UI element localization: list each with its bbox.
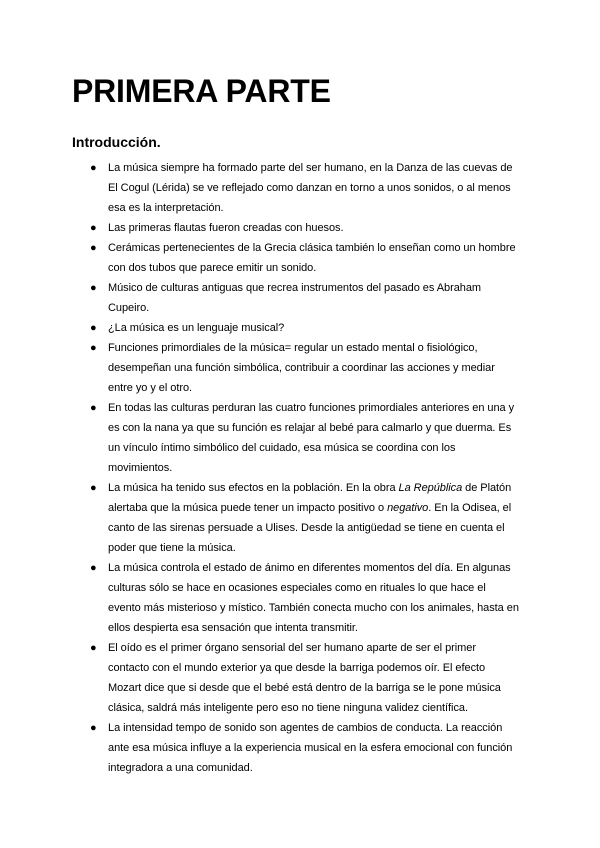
bullet-icon: ● <box>90 342 97 354</box>
item-line: ellos despierta esa sensación que intenta transmitir. <box>108 622 358 634</box>
item-line: contacto con el mundo exterior ya que desde la barriga podemos oír. El efecto <box>108 662 486 674</box>
text-run: de Platón <box>462 482 512 494</box>
item-line: con dos tubos que parece emitir un sonido. <box>108 262 317 274</box>
item-line: desempeñan una función simbólica, contribuir a coordinar las acciones y mediar <box>108 362 495 374</box>
item-line: La música controla el estado de ánimo en diferentes momentos del día. En algunas <box>108 562 511 574</box>
list-item <box>90 338 526 398</box>
item-line: movimientos. <box>108 462 173 474</box>
item-line: integradora a una comunidad. <box>108 762 253 774</box>
bullet-icon: ● <box>90 482 97 494</box>
item-line: ante esa música influye a la experiencia musical en la esfera emocional con función <box>108 742 513 754</box>
item-line: Cupeiro. <box>108 302 150 314</box>
bullet-icon: ● <box>90 242 97 254</box>
bullet-icon: ● <box>90 162 97 174</box>
text-run: . En la Odisea, el <box>428 502 512 514</box>
item-line: evento más misterioso y místico. También conecta mucho con los animales, hasta en <box>108 602 519 614</box>
item-line <box>108 498 526 518</box>
item-line: es con la nana ya que su función es relajar al bebé para calmarlo y que duerma. Es <box>108 422 512 434</box>
list-item <box>90 638 526 718</box>
list-item <box>90 718 526 778</box>
item-line <box>108 478 526 498</box>
item-line: La música siempre ha formado parte del ser humano, en la Danza de las cuevas de <box>108 162 513 174</box>
page-title: PRIMERA PARTE <box>72 73 331 109</box>
item-line: La intensidad tempo de sonido son agentes de cambios de conducta. La reacción <box>108 722 503 734</box>
bullet-icon: ● <box>90 322 97 334</box>
emphasis-text: negativo <box>387 502 429 514</box>
bullet-icon: ● <box>90 402 97 414</box>
text-run: La música ha tenido sus efectos en la población. En la obra <box>108 482 399 494</box>
bullet-icon: ● <box>90 282 97 294</box>
book-title: La República <box>398 482 463 494</box>
bullet-icon: ● <box>90 562 97 574</box>
list-item <box>90 278 526 318</box>
bullet-icon: ● <box>90 722 97 734</box>
text-run: alertaba que la música puede tener un impacto positivo o <box>108 502 388 514</box>
item-line: Las primeras flautas fueron creadas con huesos. <box>108 222 344 234</box>
item-line: Funciones primordiales de la música= regular un estado mental o fisiológico, <box>108 342 478 354</box>
item-line: entre yo y el otro. <box>108 382 193 394</box>
item-line: poder que tiene la música. <box>108 542 236 554</box>
list-item <box>90 218 526 238</box>
item-line: Cerámicas pertenecientes de la Grecia clásica también lo enseñan como un hombre <box>108 242 516 254</box>
item-line: clásica, saldrá más inteligente pero eso no tiene ninguna validez científica. <box>108 702 468 714</box>
item-line: canto de las sirenas persuade a Ulises. Desde la antigüedad se tiene en cuenta el <box>108 522 505 534</box>
list-item <box>90 158 526 218</box>
bullet-list <box>90 158 526 778</box>
item-line: El Cogul (Lérida) se ve reflejado como danzan en torno a unos sonidos, o al menos <box>108 182 511 194</box>
item-line: un vínculo íntimo simbólico del cuidado, esa música se coordina con los <box>108 442 456 454</box>
bullet-icon: ● <box>90 222 97 234</box>
list-item <box>90 558 526 638</box>
bullet-icon: ● <box>90 642 97 654</box>
section-heading: Introducción. <box>72 134 161 150</box>
item-line: esa es la interpretación. <box>108 202 224 214</box>
item-line: culturas sólo se hace en ocasiones especiales como en rituales lo que hace el <box>108 582 486 594</box>
list-item <box>90 398 526 478</box>
item-line: El oído es el primer órgano sensorial del ser humano aparte de ser el primer <box>108 642 476 654</box>
item-line: En todas las culturas perduran las cuatro funciones primordiales anteriores en una y <box>108 402 515 414</box>
item-line: Mozart dice que si desde que el bebé está dentro de la barriga se le pone música <box>108 682 501 694</box>
list-item <box>90 238 526 278</box>
list-item <box>90 318 526 338</box>
list-item <box>90 478 526 558</box>
item-line: Músico de culturas antiguas que recrea instrumentos del pasado es Abraham <box>108 282 482 294</box>
item-line: ¿La música es un lenguaje musical? <box>108 322 285 334</box>
